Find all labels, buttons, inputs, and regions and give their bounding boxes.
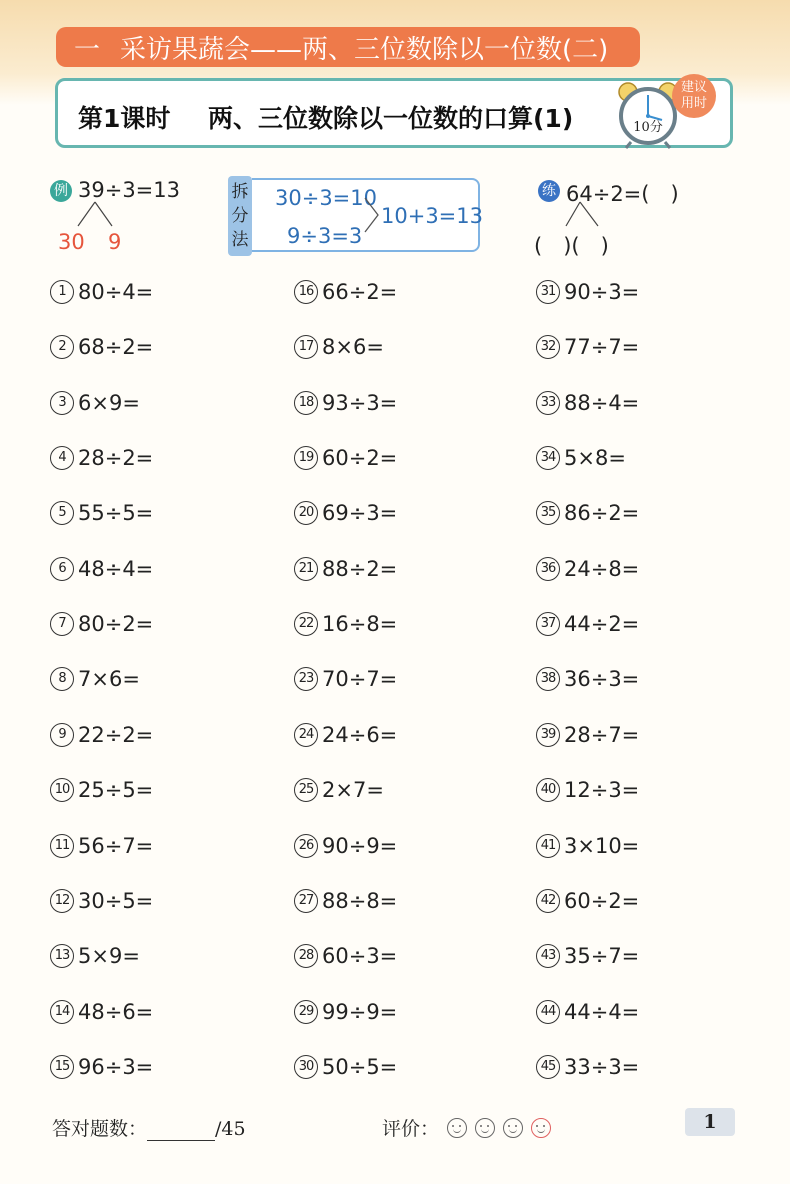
problem-item [536,557,639,581]
problem-item [536,1055,639,1079]
problem-item [294,944,397,968]
problem-item [294,335,384,359]
split-branch-lines [70,200,120,230]
practice-equation[interactable]: 64÷2=( ) [566,182,679,206]
problem-number: 39 [536,723,560,747]
problem-item [536,1000,639,1024]
problem-expression[interactable]: 22÷2= [78,722,154,747]
star-smiley-face-icon[interactable] [531,1118,551,1138]
problem-expression[interactable]: 66÷2= [322,280,398,304]
problem-number: 32 [536,335,560,359]
problem-expression[interactable]: 88÷2= [322,556,398,581]
problem-item [50,446,153,470]
example-split-left: 30 [58,230,85,254]
practice-blanks[interactable]: ( )( ) [534,234,609,258]
problem-expression[interactable]: 12÷3= [564,778,640,803]
problem-item [294,1000,397,1024]
problem-expression[interactable]: 90÷3= [564,280,640,304]
problem-item [294,391,397,415]
problem-number: 43 [536,944,560,968]
problem-number: 27 [294,889,318,913]
problem-expression[interactable]: 8×6= [322,335,384,360]
example-split-right: 9 [108,230,122,254]
problem-number: 30 [294,1055,318,1079]
problem-item [294,557,397,581]
problem-item [50,1000,153,1024]
problem-item [50,501,153,525]
split-method-label [228,176,252,256]
problem-number: 8 [50,667,74,691]
problem-number: 36 [536,557,560,581]
problem-expression[interactable]: 68÷2= [78,335,154,360]
split-method-char-3: 法 [231,230,249,250]
problem-number: 21 [294,557,318,581]
problem-expression[interactable]: 80÷4= [78,280,154,304]
problem-number: 5 [50,501,74,525]
problem-expression[interactable]: 99÷9= [322,999,398,1024]
problem-expression[interactable]: 36÷3= [564,667,640,692]
problem-item [50,944,140,968]
problem-item [536,834,639,858]
split-result: 10+3=13 [381,204,483,228]
example-equation: 39÷3=13 [78,178,180,202]
problem-item [536,723,639,747]
problem-expression[interactable]: 55÷5= [78,501,154,526]
problem-expression[interactable]: 69÷3= [322,501,398,526]
problem-number: 11 [50,834,74,858]
problem-expression[interactable]: 3×10= [564,833,640,858]
problem-item [536,889,639,913]
problem-number: 14 [50,1000,74,1024]
problem-item [50,1055,153,1079]
problem-number: 6 [50,557,74,581]
problem-number: 44 [536,1000,560,1024]
problem-expression[interactable]: 7×6= [78,667,140,692]
problem-number: 1 [50,280,74,304]
problem-item [50,667,140,691]
problem-item [50,280,153,304]
problem-expression[interactable]: 16÷8= [322,612,398,637]
split-method-char-1: 拆 [231,182,249,202]
problem-number: 42 [536,889,560,913]
problem-expression[interactable]: 50÷5= [322,1054,398,1079]
problem-expression[interactable]: 28÷7= [564,722,640,747]
problem-expression[interactable]: 77÷7= [564,335,640,360]
problem-item [50,723,153,747]
problem-item [294,1055,397,1079]
problem-number: 26 [294,834,318,858]
problem-number: 28 [294,944,318,968]
problem-item [294,501,397,525]
problem-item [536,501,639,525]
score-area [52,1114,246,1141]
suggested-time-badge [672,74,716,118]
problem-number: 17 [294,335,318,359]
problem-number: 15 [50,1055,74,1079]
unit-number: 一 [73,34,100,65]
lesson-title: 两、三位数除以一位数的口算(1) [208,104,574,133]
problem-item [536,944,639,968]
problem-item [536,667,639,691]
problem-number: 37 [536,612,560,636]
problem-item [50,889,153,913]
problem-number: 20 [294,501,318,525]
problem-number: 10 [50,778,74,802]
problem-expression[interactable]: 48÷6= [78,999,154,1024]
problem-number: 25 [294,778,318,802]
split-line-2: 9÷3=3 [287,224,363,248]
problem-item [294,612,397,636]
rating-label: 评价： [382,1118,440,1140]
problem-item [50,612,153,636]
problem-expression[interactable]: 2×7= [322,778,384,803]
problem-number: 16 [294,280,318,304]
practice-branch-lines [558,200,608,230]
rating-area [382,1114,551,1141]
problem-expression[interactable]: 80÷2= [78,612,154,637]
problem-expression[interactable]: 60÷2= [322,446,398,471]
problem-item [50,834,153,858]
problem-expression[interactable]: 33÷3= [564,1054,640,1079]
lesson-label: 第1课时 [78,104,171,133]
problem-number: 2 [50,335,74,359]
score-total: /45 [215,1118,246,1140]
problem-item [536,612,639,636]
unit-header [56,27,640,67]
problem-item [294,889,397,913]
problem-number: 19 [294,446,318,470]
problem-item [536,335,639,359]
problem-item [294,778,384,802]
example-badge: 例 [50,180,72,202]
score-blank[interactable] [147,1124,215,1141]
problem-expression[interactable]: 93÷3= [322,390,398,415]
unit-title: 采访果蔬会——两、三位数除以一位数(二) [120,34,609,65]
problem-number: 7 [50,612,74,636]
problem-item [294,723,397,747]
score-label: 答对题数： [52,1118,148,1140]
problem-item [536,778,639,802]
problem-item [294,280,397,304]
problem-expression[interactable]: 60÷3= [322,944,398,969]
problem-expression[interactable]: 88÷4= [564,390,640,415]
problem-number: 23 [294,667,318,691]
problem-item [294,446,397,470]
smiley-face-icon[interactable] [503,1118,523,1138]
problem-expression[interactable]: 88÷8= [322,888,398,913]
practice-badge: 练 [538,180,560,202]
problem-number: 41 [536,834,560,858]
problem-expression[interactable]: 48÷4= [78,556,154,581]
problem-expression[interactable]: 70÷7= [322,667,398,692]
problem-number: 12 [50,889,74,913]
problem-number: 40 [536,778,560,802]
smiley-face-icon[interactable] [447,1118,467,1138]
problem-number: 22 [294,612,318,636]
problem-expression[interactable]: 5×8= [564,446,626,471]
problem-number: 38 [536,667,560,691]
split-method-char-2: 分 [231,206,249,226]
problem-expression[interactable]: 30÷5= [78,888,154,913]
problem-item [294,834,397,858]
problem-expression[interactable]: 56÷7= [78,833,154,858]
problem-expression[interactable]: 44÷2= [564,612,640,637]
problem-number: 33 [536,391,560,415]
problem-expression[interactable]: 6×9= [78,390,140,415]
split-line-1: 30÷3=10 [275,186,377,210]
problem-expression[interactable]: 44÷4= [564,999,640,1024]
problem-number: 35 [536,501,560,525]
problem-item [50,557,153,581]
problem-number: 18 [294,391,318,415]
problem-item [536,446,626,470]
suggest-line-2: 用时 [680,96,707,111]
problem-item [536,280,639,304]
problem-expression[interactable]: 60÷2= [564,888,640,913]
problem-expression[interactable]: 5×9= [78,944,140,969]
problem-number: 24 [294,723,318,747]
problem-number: 31 [536,280,560,304]
problem-number: 4 [50,446,74,470]
problem-number: 29 [294,1000,318,1024]
problem-item [50,391,140,415]
problem-number: 34 [536,446,560,470]
problem-number: 3 [50,391,74,415]
problem-expression[interactable]: 96÷3= [78,1054,154,1079]
problem-expression[interactable]: 24÷6= [322,722,398,747]
problem-expression[interactable]: 24÷8= [564,556,640,581]
split-bracket [362,196,382,236]
suggest-line-1: 建议 [680,80,707,95]
problem-number: 45 [536,1055,560,1079]
problem-expression[interactable]: 86÷2= [564,501,640,526]
problem-expression[interactable]: 90÷9= [322,833,398,858]
problem-expression[interactable]: 28÷2= [78,446,154,471]
problem-item [50,778,153,802]
problem-item [536,391,639,415]
problem-expression[interactable]: 25÷5= [78,778,154,803]
problem-number: 9 [50,723,74,747]
problem-expression[interactable]: 35÷7= [564,944,640,969]
problem-number: 13 [50,944,74,968]
problem-item [50,335,153,359]
problem-item [294,667,397,691]
smiley-face-icon[interactable] [475,1118,495,1138]
suggested-time: 10分 [633,120,663,135]
page-number: 1 [685,1108,735,1136]
